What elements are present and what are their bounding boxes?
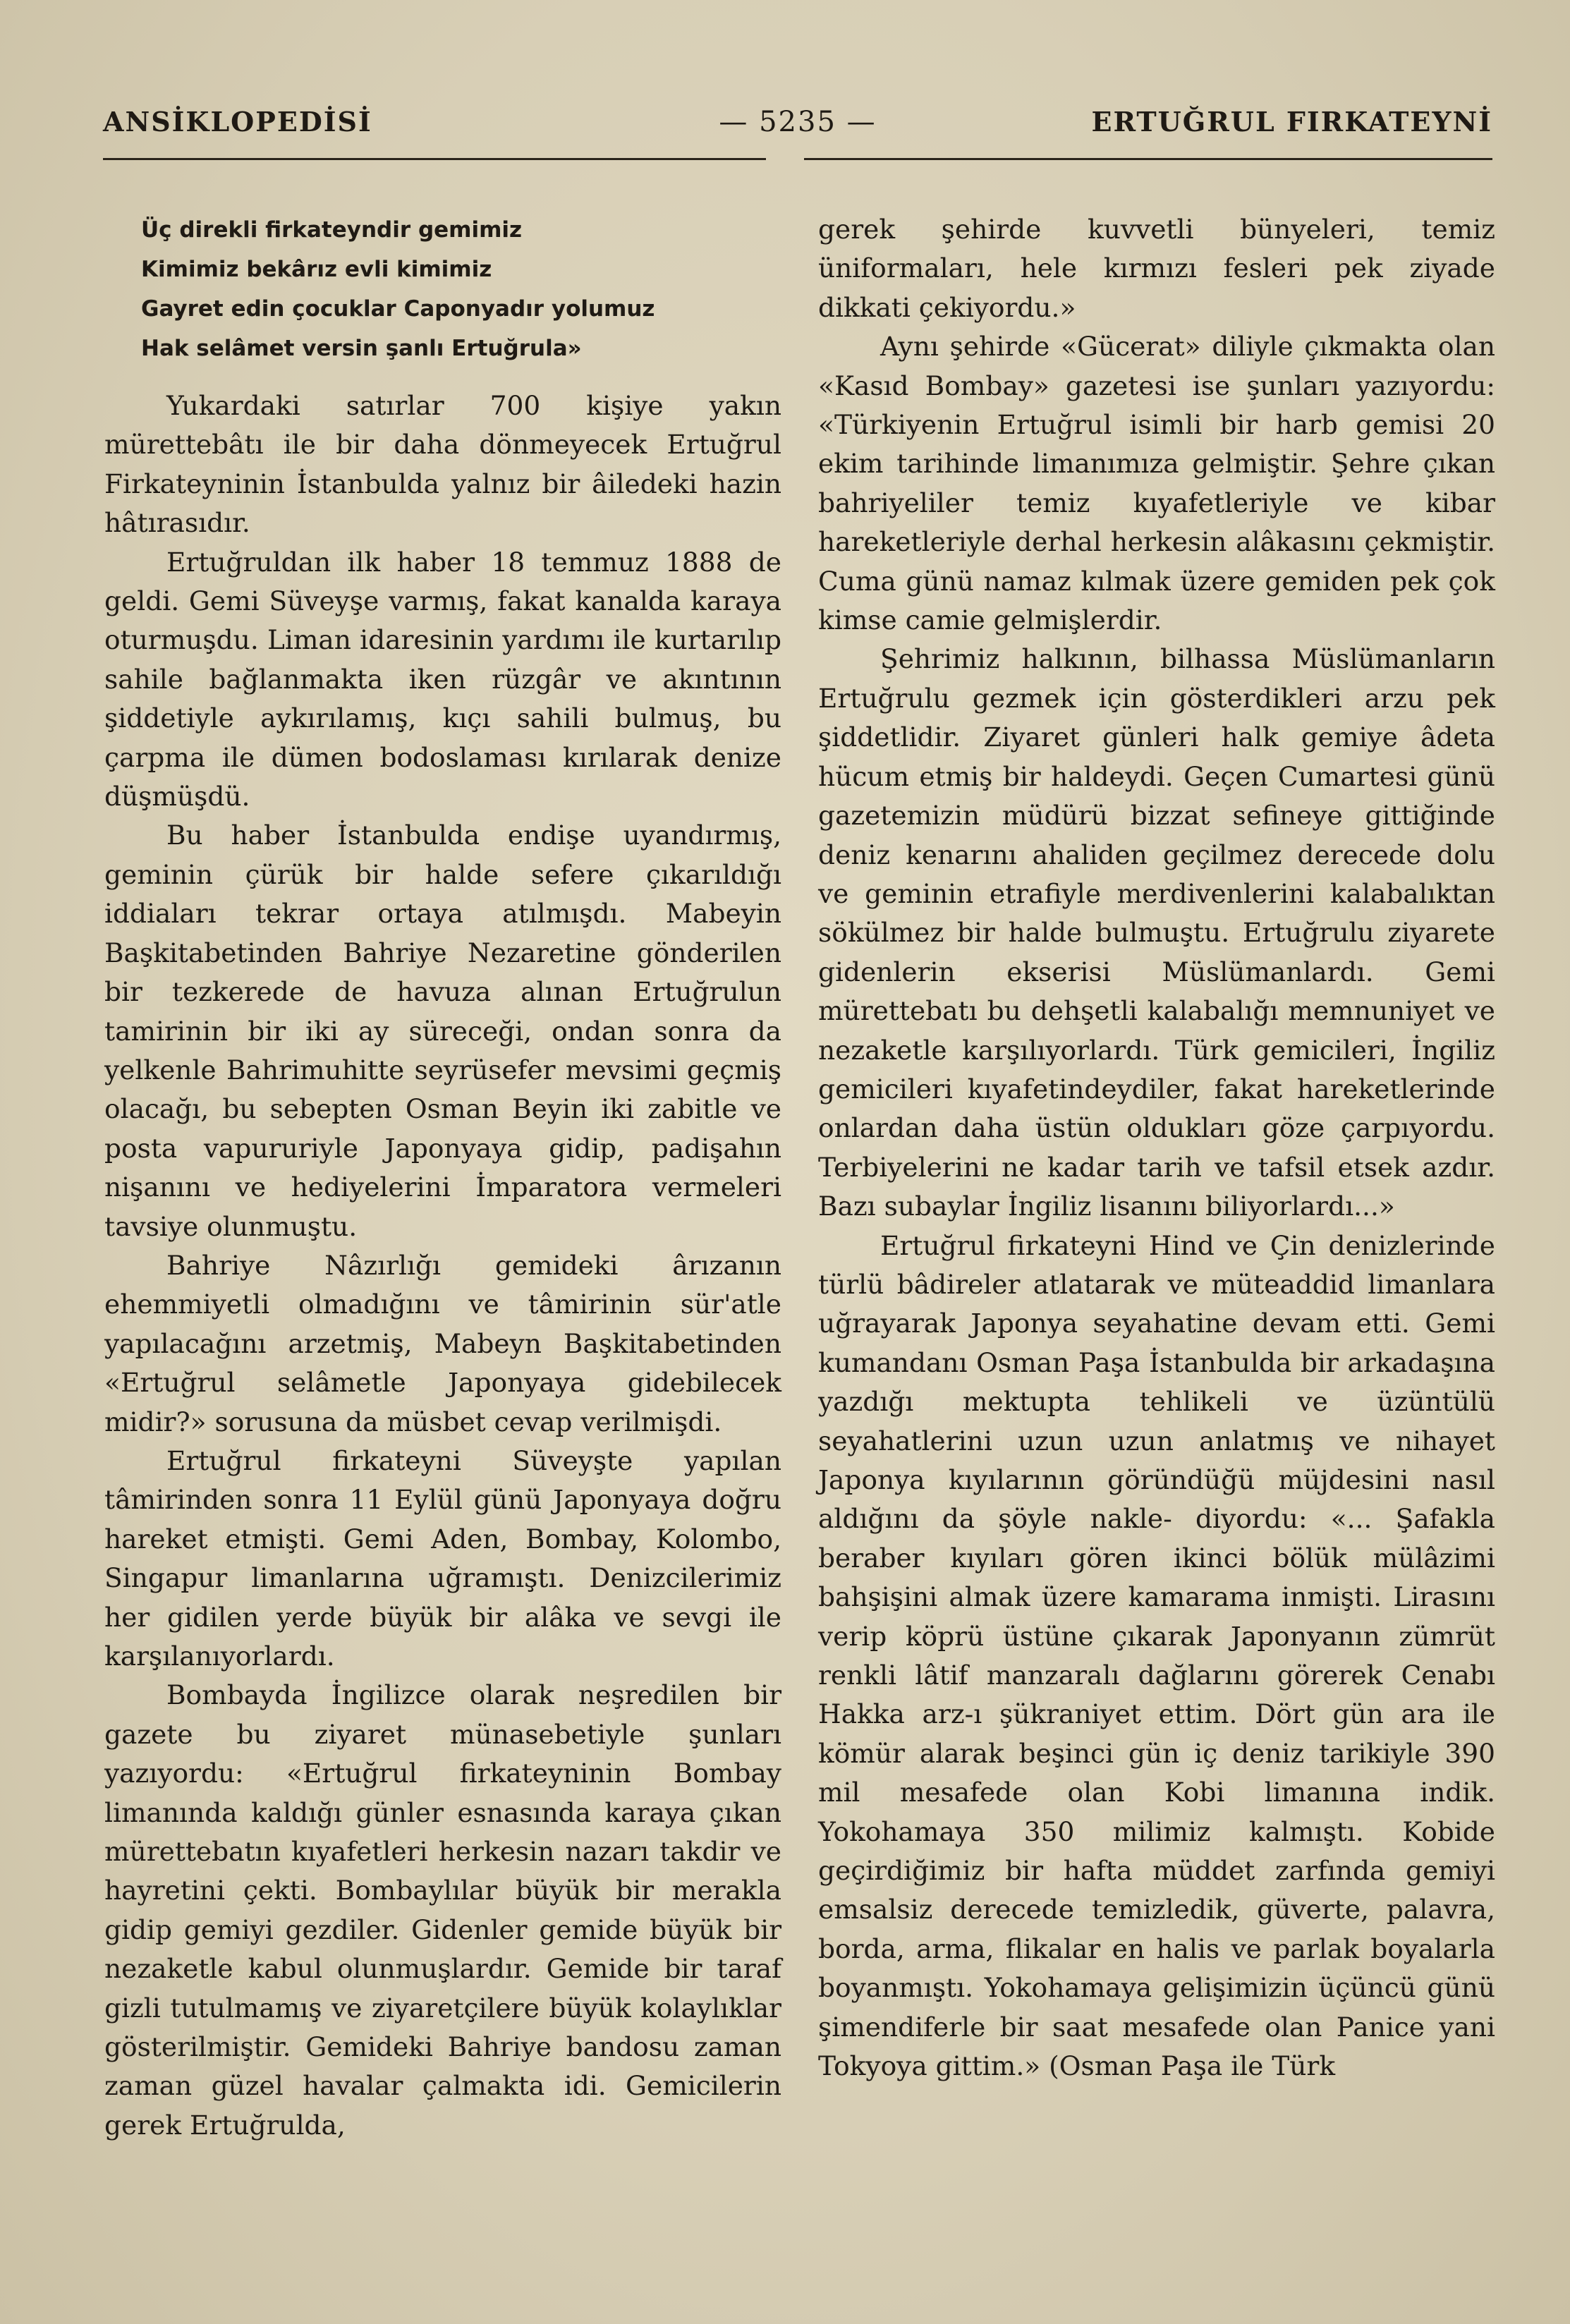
header-left-title: ANSİKLOPEDİSİ <box>103 106 372 138</box>
page-number: — 5235 — <box>719 106 877 138</box>
verse-line: Hak selâmet versin şanlı Ertuğrula» <box>141 336 582 361</box>
paragraph: Bu haber İstanbulda endişe uyandırmış, geminin çürük bir halde sefere çıkarıldığı iddiaları tekrar ortaya atılmışdı. Mabeyin Başkitabetinden Bahriye Nezaretine gönderilen bir tezkerede de havuza alınan Ertuğrulun tamirinin bir iki ay süreceği, ondan sonra da yelkenle Bahrimuhitte seyrüsefer mevsimi geçmiş olacağı, bu sebepten Osman Beyin iki zabitle ve posta vapururiyle Japonyaya gidip, padişahın nişanını ve hediyelerini İmparatora vermeleri tavsiye olunmuştu. <box>104 820 781 1242</box>
verse-block <box>141 210 781 368</box>
paragraph: Bombayda İngilizce olarak neşredilen bir gazete bu ziyaret münasebetiyle şunları yazıyordu: «Ertuğrul firkateyninin Bombay limanında kaldığı günler esnasında karaya çıkan mürettebatın kıyafetleri herkesin nazarı takdir ve hayretini çekti. Bombaylılar büyük bir merakla gidip gemiyi gezdiler. Gidenler gemide büyük bir nezaketle kabul olunmuşlardır. Gemide bir taraf gizli tutulmamış ve ziyaretçilere büyük kolaylıklar gösterilmiştir. Gemideki Bahriye bandosu zaman zaman güzel havalar çalmakta idi. Gemicilerin gerek Ertuğrulda, <box>104 1679 781 2141</box>
paragraph: Ertuğruldan ilk haber 18 temmuz 1888 de geldi. Gemi Süveyşe varmış, fakat kanalda karaya oturmuşdu. Liman idaresinin yardımı ile kurtarılıp sahile bağlanmakta iken rüzgâr ve akıntının şiddetiyle aykırılamış, kıçı sahili bulmuş, bu çarpma ile dümen bodoslaması kırılarak denize düşmüşdü. <box>104 546 781 813</box>
left-column <box>104 197 781 2145</box>
paragraph: Ertuğrul firkateyni Hind ve Çin denizlerinde türlü bâdireler atlatarak ve müteaddid limanlara uğrayarak Japonya seyahatine devam etti. Gemi kumandanı Osman Paşa İstanbulda bir arkadaşına yazdığı mektupta tehlikeli ve üzüntülü seyahatlerini uzun uzun anlatmış ve nihayet Japonya kıyılarının göründüğü müjdesini nasıl aldığını da şöyle nakle- diyordu: «... Şafakla beraber kıyıları gören ikinci bölük mülâzimi bahşişini almak üzere kamarama inmişti. Lirasını verip köprü üstüne çıkarak Japonyanın zümrüt renkli lâtif manzaralı dağlarını görerek Cenabı Hakka arz-ı şükraniyet ettim. Dört gün ara ile kömür alarak beşinci gün iç deniz tarikiyle 390 mil mesafede olan Kobi limanına indik. Yokohamaya 350 milimiz kalmıştı. Kobide geçirdiğimiz bir hafta müddet zarfında gemiyi emsalsiz derecede temizledik, güverte, palavra, borda, arma, flikalar en halis ve parlak boyalarla boyanmıştı. Yokohamaya gelişimizin üçüncü günü şimendiferle bir saat mesafede olan Panice yani Tokyoya gittim.» (Osman Paşa ile Türk <box>818 1229 1495 2082</box>
paragraph-continuation: gerek şehirde kuvvetli bünyeleri, temiz üniformaları, hele kırmızı fesleri pek ziyade dikkati çekiyordu.» <box>818 214 1495 323</box>
paragraph: Bahriye Nâzırlığı gemideki ârızanın ehemmiyetli olmadığını ve tâmirinin sür'atle yapılacağını arzetmiş, Mabeyn Başkitabetinden «Ertuğrul selâmetle Japonyaya gidebilecek midir?» sorusuna da müsbet cevap verilmişdi. <box>104 1249 781 1437</box>
paragraph: Aynı şehirde «Gücerat» diliyle çıkmakta olan «Kasıd Bombay» gazetesi ise şunları yazıyordu: «Türkiyenin Ertuğrul isimli bir harb gemisi 20 ekim tarihinde limanımıza gelmiştir. Şehre çıkan bahriyeliler temiz kıyafetleriyle ve kibar hareketleriyle derhal herkesin alâkasını çekmiştir. Cuma günü namaz kılmak üzere gemiden pek çok kimse camie gelmişlerdir. <box>818 331 1495 636</box>
paragraph: Ertuğrul firkateyni Süveyşte yapılan tâmirinden sonra 11 Eylül günü Japonyaya doğru hareket etmişti. Gemi Aden, Bombay, Kolombo, Singapur limanlarına uğramıştı. Denizcilerimiz her gidilen yerde büyük bir alâka ve sevgi ile karşılanıyorlardı. <box>104 1444 781 1672</box>
paragraph: Şehrimiz halkının, bilhassa Müslümanların Ertuğrulu gezmek için gösterdikleri arzu pek şiddetlidir. Ziyaret günleri halk gemiye âdeta hücum etmiş bir haldeydi. Geçen Cumartesi günü gazetemizin müdürü bizzat sefineye gittiğinde deniz kenarını ahaliden geçilmez derecede dolu ve geminin etrafiyle merdivenlerini kalabalıktan sökülmez bir halde bulmuştu. Ertuğrulu ziyarete gidenlerin ekserisi Müslümanlardı. Gemi mürettebatı bu dehşetli kalabalığı memnuniyet ve nezaketle karşılıyorlardı. Türk gemicileri, İngiliz gemicileri kıyafetindeydiler, fakat hareketlerinde onlardan daha üstün oldukları göze çarpıyordu. Terbiyelerini ne kadar tarih ve tafsil etsek azdır. Bazı subaylar İngiliz lisanını biliyorlardı...» <box>818 643 1495 1222</box>
header-right-title: ERTUĞRUL FIRKATEYNİ <box>1091 106 1492 138</box>
verse-line: Üç direkli firkateyndir gemimiz <box>141 217 523 243</box>
verse-line: Kimimiz bekârız evli kimimiz <box>141 257 492 282</box>
header-rule-left <box>103 158 766 160</box>
header-rule-right <box>804 158 1492 160</box>
verse-line: Gayret edin çocuklar Caponyadır yolumuz <box>141 296 655 322</box>
paragraph: Yukardaki satırlar 700 kişiye yakın mürettebâtı ile bir daha dönmeyecek Ertuğrul Firkateyninin İstanbulda yalnız bir âiledeki hazin hâtırasıdır. <box>104 390 781 539</box>
running-header <box>103 106 1492 155</box>
right-column <box>818 210 1495 2086</box>
